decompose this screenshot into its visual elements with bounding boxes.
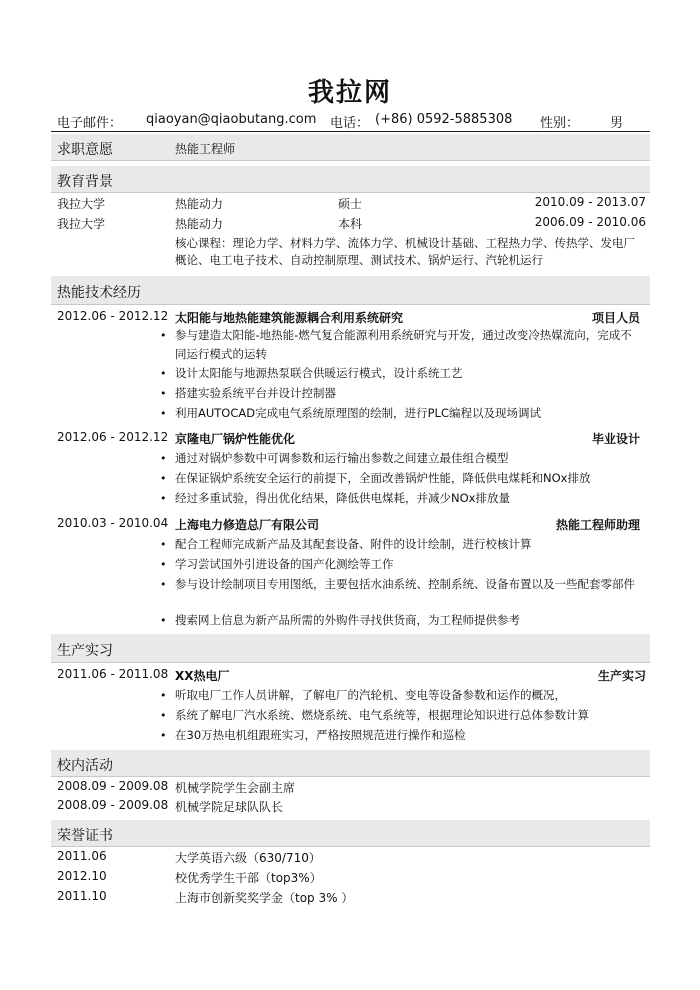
edu-period: 2006.09 - 2010.06	[534, 215, 646, 229]
objective-label: 求职意愿	[57, 142, 113, 158]
exp-title: 上海电力修造总厂有限公司	[175, 518, 320, 532]
honor-text: 校优秀学生干部（top3%）	[175, 871, 322, 885]
list-item: • 搜索网上信息为新产品所需的外购件寻找供货商，为工程师提供参考	[162, 611, 642, 630]
resume-name: 我拉网	[307, 78, 392, 108]
exp-role: 热能工程师助理	[555, 518, 640, 532]
exp-period: 2010.03 - 2010.04	[57, 516, 169, 530]
honors-label: 荣誉证书	[57, 828, 113, 844]
list-item: • 通过对锅炉参数中可调参数和运行输出参数之间建立最佳组合模型	[162, 449, 642, 468]
edu-degree: 本科	[338, 217, 363, 231]
exp-title: 京隆电厂锅炉性能优化	[175, 432, 296, 446]
exp-period: 2012.06 - 2012.12	[57, 309, 169, 323]
edu-major: 热能动力	[175, 217, 224, 231]
campus-text: 机械学院足球队队长	[175, 800, 284, 814]
campus-period: 2008.09 - 2009.08	[57, 779, 169, 793]
list-item: • 经过多重试验，得出优化结果，降低供电煤耗，并减少NOx排放量	[162, 489, 642, 508]
edu-school: 我拉大学	[57, 217, 106, 231]
list-item: • 系统了解电厂汽水系统、燃烧系统、电气系统等，根据理论知识进行总体参数计算	[162, 706, 642, 725]
edu-period: 2010.09 - 2013.07	[534, 195, 646, 209]
phone-value: (+86) 0592-5885308	[375, 112, 513, 127]
experience-label: 热能技术经历	[57, 285, 141, 301]
list-item: • 参与设计绘制项目专用图纸，主要包括水油系统、控制系统、设备布置以及一些配套零部件	[162, 575, 642, 594]
exp-period: 2012.06 - 2012.12	[57, 430, 169, 444]
honor-date: 2011.06	[57, 849, 107, 863]
list-item: • 设计太阳能与地源热泵联合供暖运行模式，设计系统工艺	[162, 364, 642, 383]
header-divider	[51, 131, 650, 132]
email-label: 电子邮件：	[57, 116, 123, 131]
internship-section	[51, 634, 650, 663]
honor-date: 2011.10	[57, 889, 107, 903]
list-item: • 听取电厂工作人员讲解，了解电厂的汽轮机、变电等设备参数和运作的概况，	[162, 686, 642, 705]
objective-section	[51, 134, 650, 161]
gender-value: 男	[610, 116, 624, 131]
internship-role: 生产实习	[597, 669, 646, 683]
edu-major: 热能动力	[175, 197, 224, 211]
honor-date: 2012.10	[57, 869, 107, 883]
internship-label: 生产实习	[57, 643, 113, 659]
edu-degree: 硕士	[338, 197, 363, 211]
objective-value: 热能工程师	[175, 142, 236, 156]
list-item: • 利用AUTOCAD完成电气系统原理图的绘制，进行PLC编程以及现场调试	[162, 404, 642, 423]
internship-title: XX热电厂	[175, 669, 230, 683]
experience-section	[51, 276, 650, 305]
list-item: • 在保证锅炉系统安全运行的前提下，全面改善锅炉性能，降低供电煤耗和NOx排放	[162, 469, 642, 488]
campus-period: 2008.09 - 2009.08	[57, 798, 169, 812]
honor-text: 大学英语六级（630/710）	[175, 851, 321, 865]
list-item: • 搭建实验系统平台并设计控制器	[162, 384, 642, 403]
education-label: 教育背景	[57, 174, 113, 190]
list-item: • 在30万热电机组跟班实习，严格按照规范进行操作和巡检	[162, 726, 642, 745]
list-item: • 学习尝试国外引进设备的国产化测绘等工作	[162, 555, 642, 574]
campus-text: 机械学院学生会副主席	[175, 781, 296, 795]
list-item: • 配合工程师完成新产品及其配套设备、附件的设计绘制，进行校核计算	[162, 535, 642, 554]
internship-period: 2011.06 - 2011.08	[57, 667, 169, 681]
education-section	[51, 166, 650, 193]
edu-school: 我拉大学	[57, 197, 106, 211]
campus-label: 校内活动	[57, 758, 113, 774]
honors-section	[51, 820, 650, 847]
core-courses: 核心课程：理论力学、材料力学、流体力学、机械设计基础、工程热力学、传热学、发电厂概论、电工电子技术、自动控制原理、测试技术、锅炉运行、汽轮机运行	[175, 236, 635, 267]
phone-label: 电话：	[330, 116, 370, 131]
exp-role: 毕业设计	[591, 432, 640, 446]
honor-text: 上海市创新奖奖学金（top 3% ）	[175, 891, 354, 905]
gender-label: 性别：	[540, 116, 580, 131]
email-value[interactable]: qiaoyan@qiaobutang.com	[146, 112, 317, 127]
exp-role: 项目人员	[591, 311, 640, 325]
list-item: • 参与建造太阳能-地热能-燃气复合能源利用系统研究与开发，通过改变冷热媒流向，完成不同运行模式的运转	[162, 326, 642, 364]
campus-section	[51, 750, 650, 777]
exp-title: 太阳能与地热能建筑能源耦合利用系统研究	[175, 311, 404, 325]
